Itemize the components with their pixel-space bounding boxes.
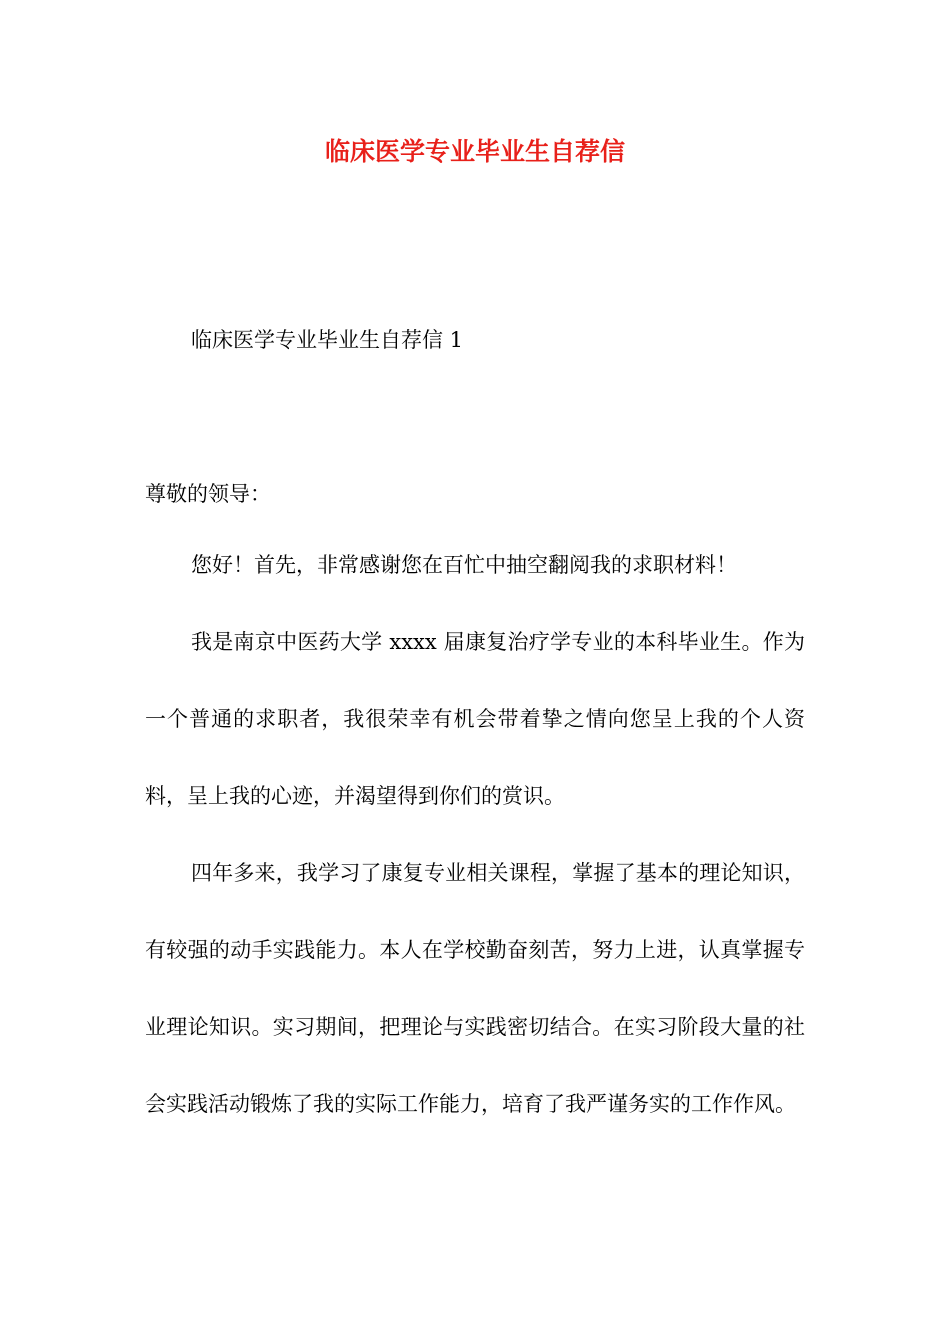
paragraph-experience: 四年多来，我学习了康复专业相关课程，掌握了基本的理论知识，有较强的动手实践能力。本人在学校勤奋刻苦，努力上进，认真掌握专业理论知识。实习期间，把理论与实践密切结合。在实习阶段大量的社会实践活动锻炼了我的实际工作能力，培育了我严谨务实的工作作风。 bbox=[145, 861, 805, 1116]
document-title: 临床医学专业毕业生自荐信 bbox=[324, 137, 625, 166]
paragraph-greeting: 您好！首先，非常感谢您在百忙中抽空翻阅我的求职材料！ bbox=[191, 553, 737, 577]
paragraph-introduction: 我是南京中医药大学 xxxx 届康复治疗学专业的本科毕业生。作为一个普通的求职者，我很荣幸有机会带着挚之情向您呈上我的个人资料，呈上我的心迹，并渴望得到你们的赏识。 bbox=[145, 630, 805, 808]
section-heading: 临床医学专业毕业生自荐信 1 bbox=[191, 328, 464, 352]
salutation: 尊敬的领导： bbox=[145, 482, 271, 506]
